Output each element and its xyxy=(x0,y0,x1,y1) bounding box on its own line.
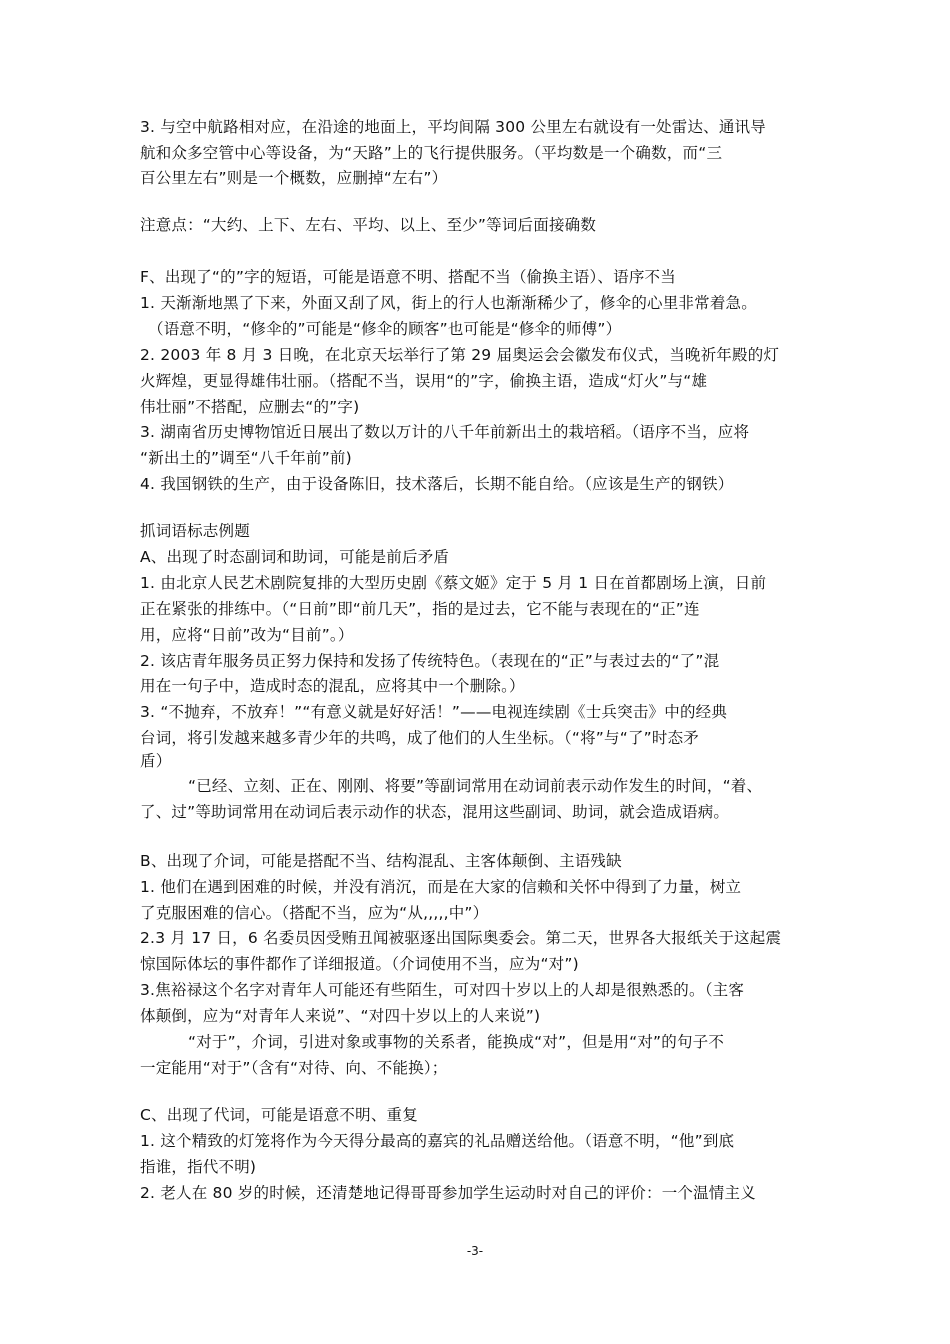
section-heading-f: F、出现了“的”字的短语，可能是语意不明、搭配不当（偷换主语）、语序不当 xyxy=(140,268,676,286)
text-line: 4. 我国钢铁的生产，由于设备陈旧，技术落后，长期不能自给。（应该是生产的钢铁） xyxy=(140,475,734,493)
text-line: 了克服困难的信心。（搭配不当，应为“从,,,,,中”） xyxy=(140,904,489,922)
page-number: -3- xyxy=(466,1244,484,1258)
text-line: 3.焦裕禄这个名字对青年人可能还有些陌生，可对四十岁以上的人却是很熟悉的。（主客 xyxy=(140,981,745,999)
text-line: 1. 他们在遇到困难的时候，并没有消沉，而是在大家的信赖和关怀中得到了力量，树立 xyxy=(140,878,742,896)
text-line: 3. 与空中航路相对应，在沿途的地面上，平均间隔 300 公里左右就设有一处雷达、通讯导 xyxy=(140,118,766,136)
text-line: 了、过”等助词常用在动词后表示动作的状态，混用这些副词、助词，就会造成语病。 xyxy=(140,803,730,821)
text-line: 2. 2003 年 8 月 3 日晚，在北京天坛举行了第 29 届奥运会会徽发布仪式，当晚祈年殿的灯 xyxy=(140,346,780,364)
text-line: 用在一句子中，造成时态的混乱，应将其中一个删除。） xyxy=(140,677,525,695)
text-line: 惊国际体坛的事件都作了详细报道。（介词使用不当，应为“对”) xyxy=(140,955,579,973)
text-line: 一定能用“对于”（含有“对待、向、不能换）； xyxy=(140,1059,448,1077)
text-line: “已经、立刻、正在、刚刚、将要”等副词常用在动词前表示动作发生的时间，“着、 xyxy=(188,777,763,795)
section-heading-b: B、出现了介词，可能是搭配不当、结构混乱、主客体颠倒、主语残缺 xyxy=(140,852,622,870)
text-line: 2.3 月 17 日，6 名委员因受贿丑闻被驱逐出国际奥委会。第二天，世界各大报纸关于这起震 xyxy=(140,929,782,947)
text-line: 用，应将“日前”改为“目前”。） xyxy=(140,626,354,644)
section-title: 抓词语标志例题 xyxy=(140,522,250,540)
note-line: 注意点：“大约、上下、左右、平均、以上、至少”等词后面接确数 xyxy=(140,216,597,234)
text-line: “对于”，介词，引进对象或事物的关系者，能换成“对”，但是用“对”的句子不 xyxy=(188,1033,725,1051)
text-line: 1. 由北京人民艺术剧院复排的大型历史剧《蔡文姬》定于 5 月 1 日在首都剧场上演，日前 xyxy=(140,574,767,592)
text-line: 2. 老人在 80 岁的时候，还清楚地记得哥哥参加学生运动时对自己的评价：一个温情主义 xyxy=(140,1184,756,1202)
section-heading-c: C、出现了代词，可能是语意不明、重复 xyxy=(140,1106,418,1124)
section-heading-a: A、出现了时态副词和助词，可能是前后矛盾 xyxy=(140,548,450,566)
text-line: 3. 湖南省历史博物馆近日展出了数以万计的八千年前新出土的栽培稻。（语序不当，应将 xyxy=(140,423,750,441)
text-line: 航和众多空管中心等设备，为“天路”上的飞行提供服务。（平均数是一个确数，而“三 xyxy=(140,144,723,162)
text-line: 体颠倒，应为“对青年人来说”、“对四十岁以上的人来说”) xyxy=(140,1007,541,1025)
text-line: 1. 这个精致的灯笼将作为今天得分最高的嘉宾的礼品赠送给他。（语意不明，“他”到底 xyxy=(140,1132,735,1150)
text-line: 正在紧张的排练中。（“日前”即“前几天”，指的是过去，它不能与表现在的“正”连 xyxy=(140,600,700,618)
text-line: 指谁，指代不明) xyxy=(140,1158,257,1176)
text-line: 盾） xyxy=(140,752,172,770)
text-line: 1. 天渐渐地黑了下来，外面又刮了风，街上的行人也渐渐稀少了，修伞的心里非常着急。 xyxy=(140,294,757,312)
text-line: 台词，将引发越来越多青少年的共鸣，成了他们的人生坐标。（“将”与“了”时态矛 xyxy=(140,729,699,747)
text-line: 伟壮丽”不搭配，应删去“的”字) xyxy=(140,398,360,416)
text-line: 火辉煌，更显得雄伟壮丽。（搭配不当，误用“的”字，偷换主语，造成“灯火”与“雄 xyxy=(140,372,708,390)
text-line: 百公里左右”则是一个概数，应删掉“左右”） xyxy=(140,169,448,187)
text-line: “新出土的”调至“八千年前”前) xyxy=(140,449,352,467)
text-line: （语意不明，“修伞的”可能是“修伞的顾客”也可能是“修伞的师傅”） xyxy=(148,320,622,338)
text-line: 2. 该店青年服务员正努力保持和发扬了传统特色。（表现在的“正”与表过去的“了”混 xyxy=(140,652,720,670)
text-line: 3. “不抛弃，不放弃！”“有意义就是好好活！”——电视连续剧《士兵突击》中的经典 xyxy=(140,703,728,721)
